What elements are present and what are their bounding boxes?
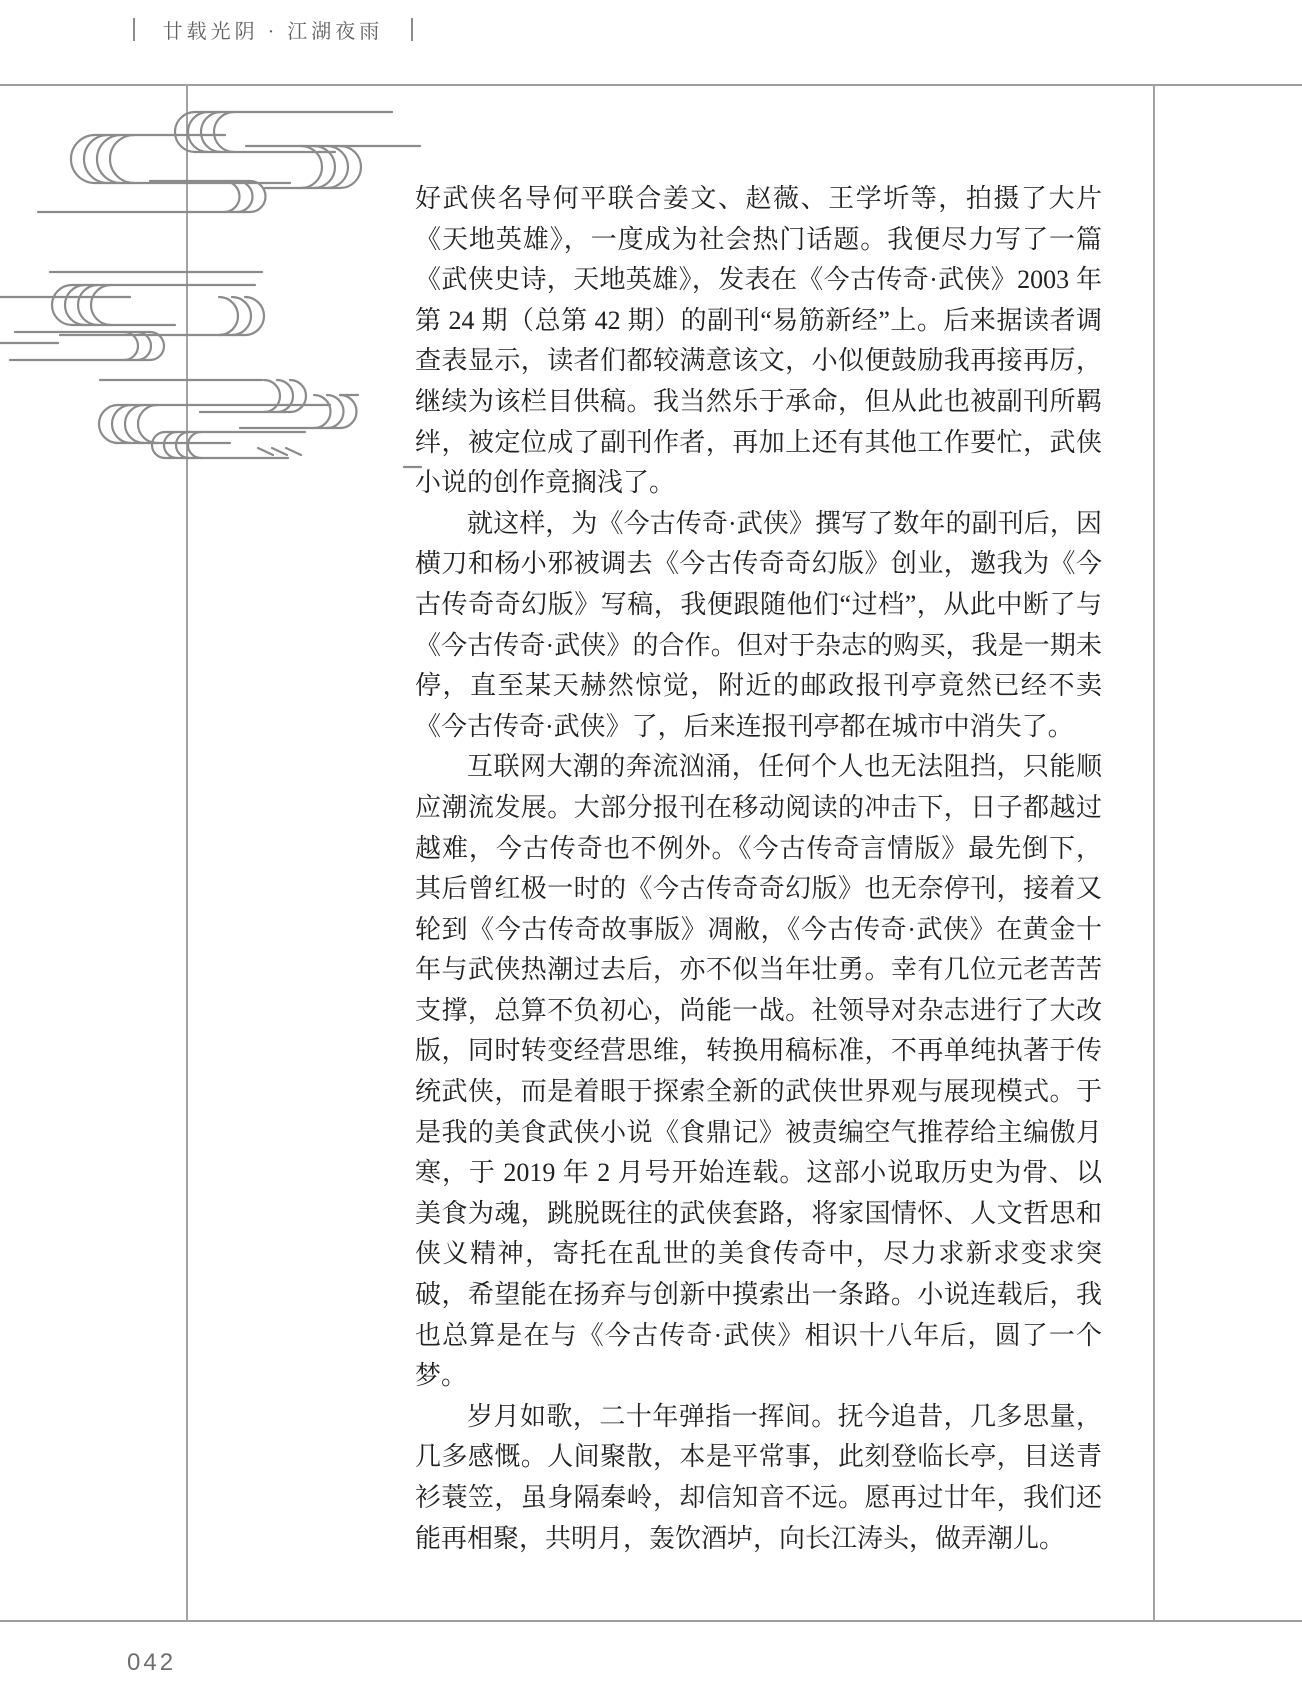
- running-head-right-bar: [411, 18, 413, 41]
- body-text: [415, 179, 1102, 1559]
- bottom-border-rule: [0, 1620, 1302, 1622]
- paragraph-3: 互联网大潮的奔流汹涌，任何个人也无法阻挡，只能顺应潮流发展。大部分报刊在移动阅读的冲击下，日子都越过越难，今古传奇也不例外。《今古传奇言情版》最先倒下，其后曾红极一时的《今古传奇奇幻版》也无奈停刊，接着又轮到《今古传奇故事版》凋敝，《今古传奇·武侠》在黄金十年与武侠热潮过去后，亦不似当年壮勇。幸有几位元老苦苦支撑，总算不负初心，尚能一战。社领导对杂志进行了大改版，同时转变经营思维，转换用稿标准，不再单纯执著于传统武侠，而是着眼于探索全新的武侠世界观与展现模式。于是我的美食武侠小说《食鼎记》被责编空气推荐给主编傲月寒，于 2019 年 2 月号开始连载。这部小说取历史为骨、以美食为魂，跳脱既往的武侠套路，将家国情怀、人文哲思和侠义精神，寄托在乱世的美食传奇中，尽力求新求变求突破，希望能在扬弃与创新中摸索出一条路。小说连载后，我也总算是在与《今古传奇·武侠》相识十八年后，圆了一个梦。: [415, 752, 1102, 1391]
- page-number: 042: [127, 1649, 177, 1676]
- running-head: [133, 15, 413, 44]
- paragraph-2: 就这样，为《今古传奇·武侠》撰写了数年的副刊后，因横刀和杨小邪被调去《今古传奇奇幻版》创业，邀我为《今古传奇奇幻版》写稿，我便跟随他们“过档”，从此中断了与《今古传奇·武侠》的合作。但对于杂志的购买，我是一期未停，直至某天赫然惊觉，附近的邮政报刊亭竟然已经不卖《今古传奇·武侠》了，后来连报刊亭都在城市中消失了。: [415, 508, 1102, 741]
- top-border-rule: [0, 84, 1302, 86]
- paragraph-4: 岁月如歌，二十年弹指一挥间。抚今追昔，几多思量，几多感慨。人间聚散，本是平常事，此刻登临长亭，目送青衫蓑笠，虽身隔秦岭，却信知音不远。愿再过廿年，我们还能再相聚，共明月，轰饮酒垆，向长江涛头，做弄潮儿。: [415, 1401, 1102, 1553]
- cloud-scroll-ornament: [0, 98, 425, 475]
- running-head-title: 廿载光阴 · 江湖夜雨: [162, 21, 384, 43]
- right-border-rule: [1153, 84, 1155, 1622]
- paragraph-1: 好武侠名导何平联合姜文、赵薇、王学圻等，拍摄了大片《天地英雄》，一度成为社会热门话题。我便尽力写了一篇《武侠史诗，天地英雄》，发表在《今古传奇·武侠》2003 年第 24 期（总第 42 期）的副刊“易筋新经”上。后来据读者调查表显示，读者们都较满意该文，小似便鼓励我再接再厉，继续为该栏目供稿。我当然乐于承命，但从此也被副刊所羁绊，被定位成了副刊作者，再加上还有其他工作要忙，武侠小说的创作竟搁浅了。: [415, 184, 1102, 498]
- running-head-left-bar: [133, 18, 135, 41]
